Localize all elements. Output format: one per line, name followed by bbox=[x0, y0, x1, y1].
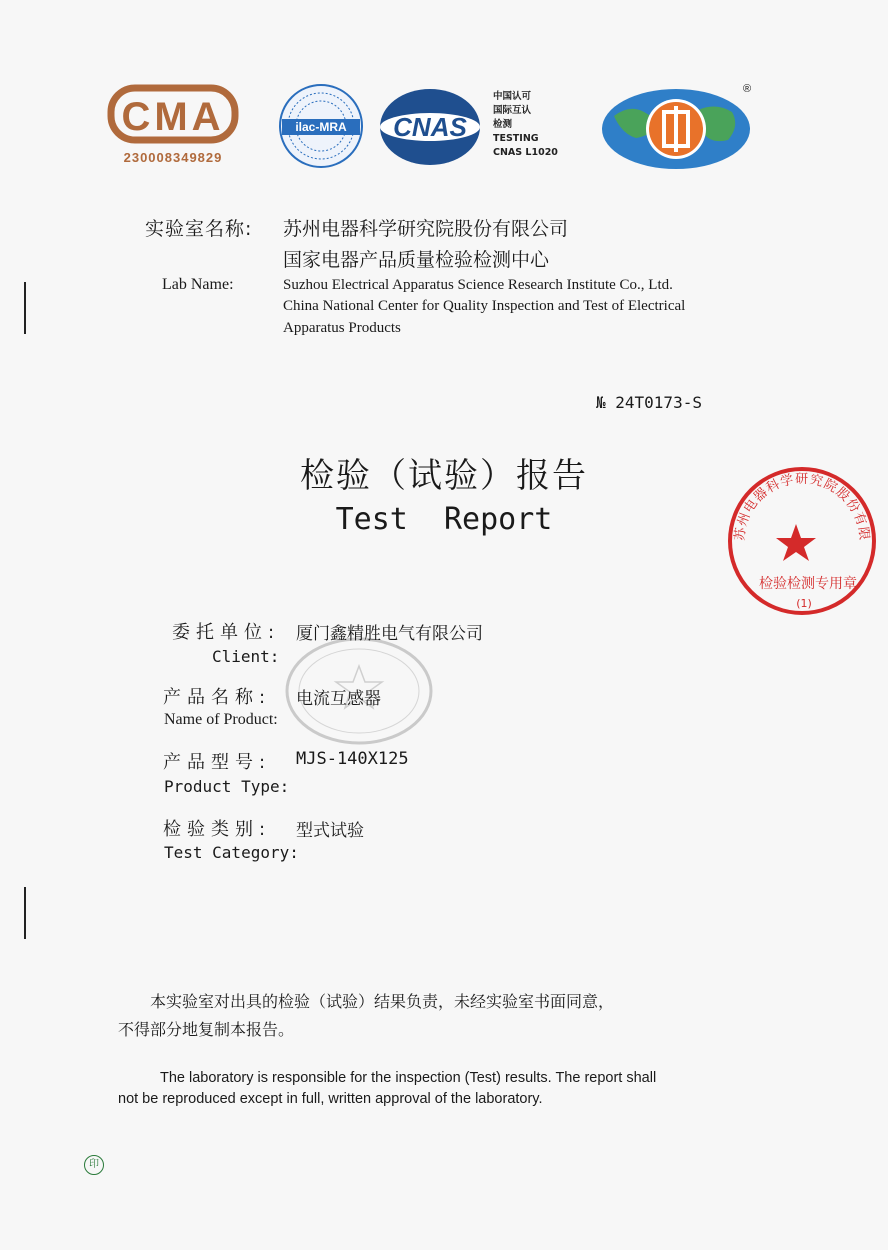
field-value: 型式试验 bbox=[296, 821, 364, 841]
field-label-en: Name of Product: bbox=[164, 711, 278, 728]
field-label-cn: 检验类别: bbox=[163, 819, 272, 840]
notice-cn-line-2: 不得部分地复制本报告。 bbox=[118, 1020, 295, 1039]
cnas-line: 中国认可 bbox=[493, 91, 532, 102]
footer-print-mark bbox=[84, 1155, 104, 1175]
red-official-seal bbox=[724, 464, 872, 618]
ilac-text: ilac-MRA bbox=[295, 120, 347, 134]
report-title-en: Test Report bbox=[335, 502, 553, 537]
cnas-line: 检测 bbox=[493, 119, 513, 130]
report-title-cn: 检验（试验）报告 bbox=[300, 456, 588, 496]
cqc-globe-logo bbox=[600, 86, 760, 172]
field-label-en: Test Category: bbox=[164, 843, 299, 862]
seal-bottom-text: 检验检测专用章 bbox=[759, 576, 857, 592]
cnas-line: CNAS L1020 bbox=[493, 147, 558, 158]
field-label-en: Client: bbox=[212, 647, 280, 666]
cma-letters: CMA bbox=[121, 95, 225, 139]
field-label-cn: 产品名称: bbox=[163, 687, 272, 708]
binder-mark bbox=[24, 282, 26, 334]
seal-number: (1) bbox=[796, 597, 812, 610]
cma-logo bbox=[108, 84, 238, 148]
field-label-cn: 产品型号: bbox=[163, 752, 272, 773]
notice-en-line-2: not be reproduced except in full, written approval of the laboratory. bbox=[118, 1091, 543, 1107]
seal-arc-text: 苏州电器科学研究院股份有限 bbox=[732, 471, 872, 542]
lab-name-en-line-1: Suzhou Electrical Apparatus Science Research Institute Co., Ltd. bbox=[283, 277, 673, 293]
lab-name-label-cn: 实验室名称: bbox=[145, 218, 253, 240]
field-label-cn: 委托单位: bbox=[172, 622, 281, 643]
footer-mark-text: 印 bbox=[89, 1159, 99, 1170]
field-label-en: Product Type: bbox=[164, 777, 290, 796]
ilac-mra-logo bbox=[278, 83, 364, 169]
field-value: 电流互感器 bbox=[296, 689, 381, 709]
lab-name-cn-line-2: 国家电器产品质量检验检测中心 bbox=[283, 249, 550, 271]
lab-name-en-line-2: China National Center for Quality Inspection and Test of Electrical bbox=[283, 298, 686, 314]
cnas-line: 国际互认 bbox=[493, 105, 532, 116]
binder-mark bbox=[24, 887, 26, 939]
cnas-line: TESTING bbox=[493, 133, 539, 144]
cnas-accreditation-text bbox=[493, 90, 558, 160]
lab-name-label-en: Lab Name: bbox=[162, 276, 234, 293]
lab-name-cn-line-1: 苏州电器科学研究院股份有限公司 bbox=[283, 218, 569, 240]
cnas-letters: CNAS bbox=[393, 112, 467, 142]
notice-en-line-1: The laboratory is responsible for the inspection (Test) results. The report shall bbox=[160, 1070, 657, 1086]
registered-mark: ® bbox=[743, 83, 752, 95]
cma-number: 230008349829 bbox=[123, 150, 223, 165]
field-value: MJS-140X125 bbox=[296, 749, 409, 769]
cnas-logo bbox=[378, 87, 482, 167]
field-value: 厦门鑫精胜电气有限公司 bbox=[296, 624, 483, 644]
notice-cn-line-1: 本实验室对出具的检验（试验）结果负责，未经实验室书面同意， bbox=[150, 992, 615, 1011]
report-number: № 24T0173-S bbox=[596, 393, 702, 412]
lab-name-en-line-3: Apparatus Products bbox=[283, 320, 401, 336]
